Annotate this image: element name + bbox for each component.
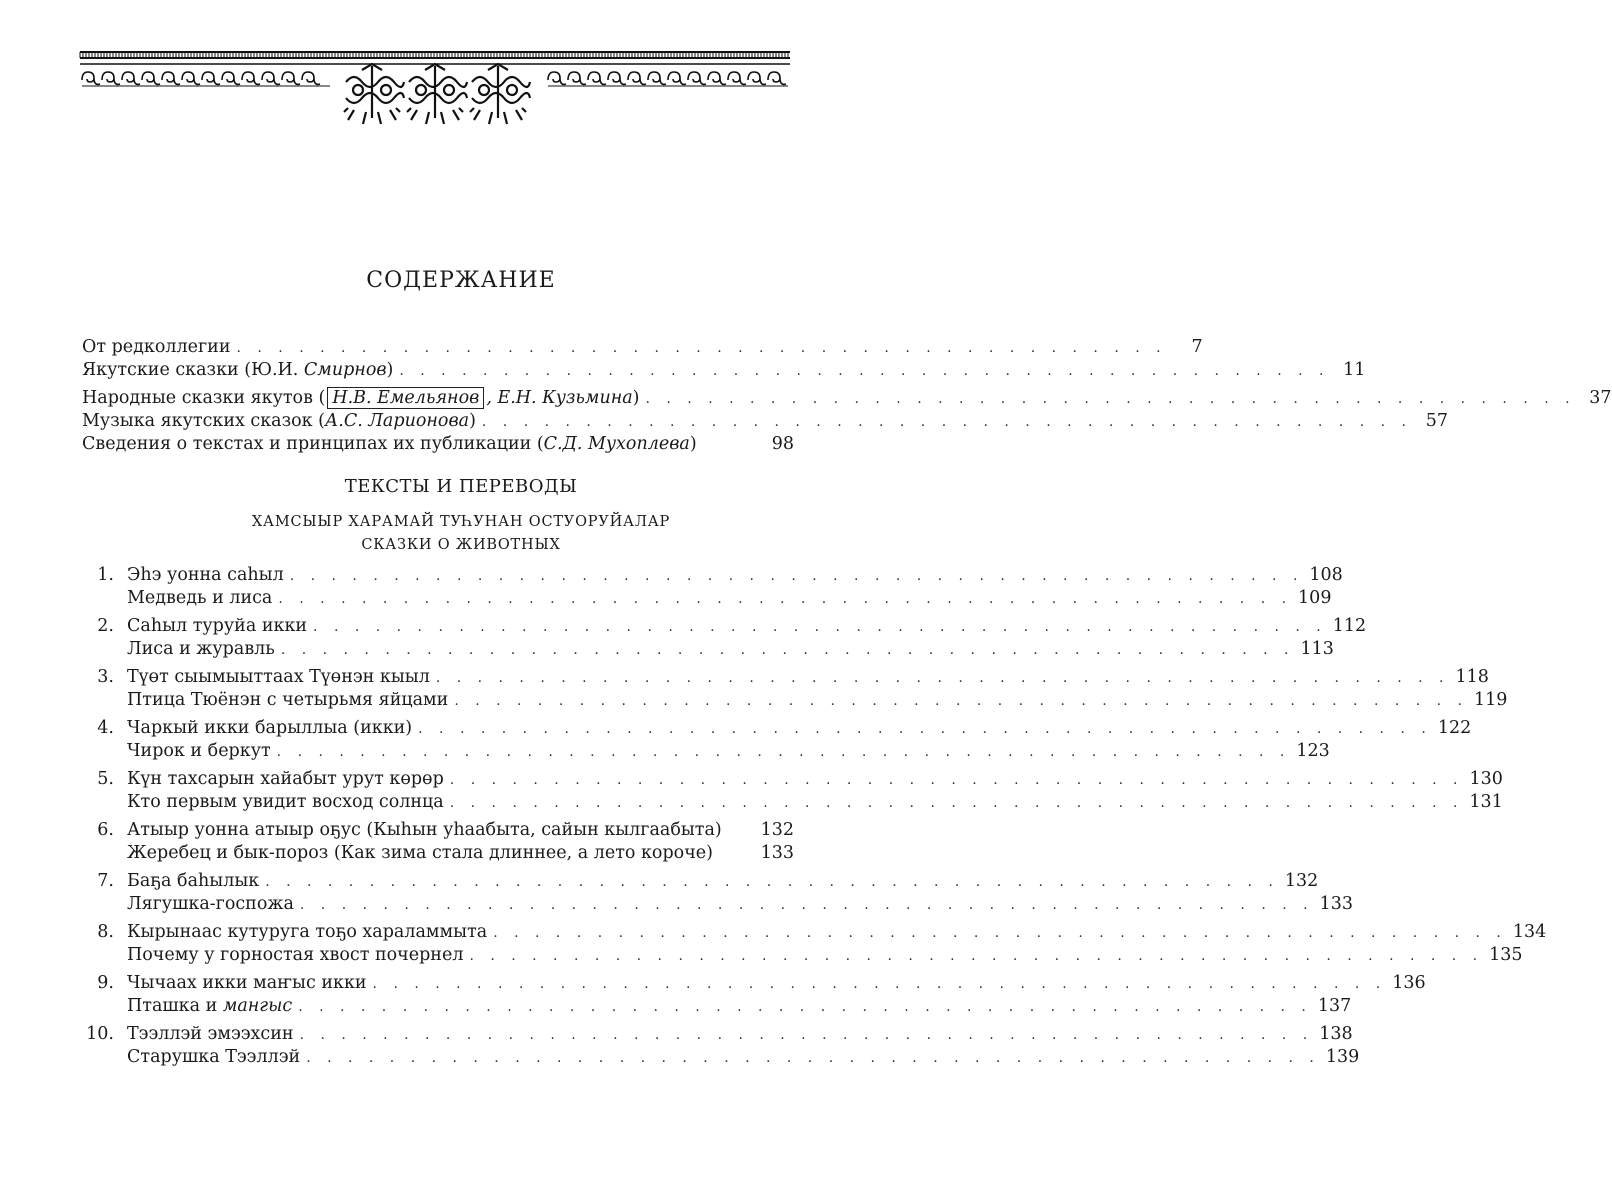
tale-list (82, 564, 1547, 1074)
tale-entry (82, 819, 794, 865)
leader-dots: . . . . . . . . . . . . . . . . . . . . . . . . . . . . . . . . . . . . . . . . . . . . . . . . . (418, 721, 1432, 737)
toc-row (82, 387, 1612, 410)
leader-dots: . . . . . . . . . . . . . . . . . . . . . . . . . . . . . . . . . . . . . . . . . . . . . . . . . (278, 591, 1293, 607)
page-number: 11 (1343, 360, 1366, 380)
entry-number: 9. (97, 973, 114, 993)
leader-dots: . . . . . . . . . . . . . . . . . . . . . . . . . . . . . . . . . . . . . . . . . . . . . . . . . (454, 693, 1468, 709)
tale-russian-row (82, 842, 794, 865)
page-number: 108 (1309, 565, 1343, 585)
tale-russian-row (82, 689, 1508, 712)
page-number: 98 (771, 434, 794, 454)
tale-yakut-row (82, 615, 1367, 638)
leader-dots: . . . . . . . . . . . . . . . . . . . . . . . . . . . . . . . . . . . . . . . . . . . . . . . . . (280, 642, 1295, 658)
yakut-title: Баҕа баһылык (127, 871, 260, 891)
page-number: 137 (1317, 996, 1352, 1016)
russian-title: Лягушка-госпожа (127, 894, 294, 914)
tale-russian-row (82, 893, 1353, 916)
page-number: 138 (1319, 1024, 1353, 1044)
tale-yakut-row (82, 768, 1503, 791)
yakut-ornament-border-icon (80, 48, 790, 130)
entry-number: 3. (97, 667, 114, 687)
leader-dots: . . . . . . . . . . . . . . . . . . . . . . . . . . . . . . . . . . . . . . . . . . . . . . . . . (313, 619, 1327, 635)
leader-dots: . . . . . . . . . . . . . . . . . . . . . . . . . . . . . . . . . . . . . . . . . . . . . . . . . (289, 568, 1304, 584)
leader-dots: . . . . . . . . . . . . . . . . . . . . . . . . . . . . . . . . . . . . . . . . . . . . . . . . . (493, 925, 1507, 941)
tale-yakut-row (82, 870, 1319, 893)
leader-dots: . . . . . . . . . . . . . . . . . . . . . . . . . . . . . . . . . . . . . . . . . . . . . (236, 340, 1167, 356)
leader-dots: . . . . . . . . . . . . . . . . . . . . . . . . . . . . . . . . . . . . . . . . . . . . . (481, 414, 1412, 430)
toc-row (82, 410, 1448, 433)
leader-dots: . . . . . . . . . . . . . . . . . . . . . . . . . . . . . . . . . . . . . . . . . . . . . (399, 363, 1330, 379)
russian-title: Чирок и беркут (127, 741, 271, 761)
entry-number: 7. (97, 871, 114, 891)
tale-russian-row (82, 1046, 1360, 1069)
leader-dots: . . . . . . . . . . . . . . . . . . . . . . . . . . . . . . . . . . . . . . . . . . . . . . . . . (372, 976, 1387, 992)
boxed-author: Н.В. Емельянов (327, 387, 484, 409)
yakut-title: Чаркый икки барыллыа (икки) (127, 718, 413, 738)
tale-russian-row (82, 638, 1334, 661)
leader-dots: . . . . . . . . . . . . . . . . . . . . . . . . . . . . . . . . . . . . . . . . . . . . . . . . . (298, 999, 1312, 1015)
toc-label: Якутские сказки (Ю.И. Смирнов) (82, 360, 394, 380)
section-title: ТЕКСТЫ И ПЕРЕВОДЫ (344, 476, 578, 497)
toc-row (82, 433, 794, 456)
tale-entry (82, 717, 1472, 763)
toc-label: Сведения о текстах и принципах их публикации (С.Д. Мухоплева) (82, 434, 697, 454)
page-number: 133 (1319, 894, 1353, 914)
page-number: 57 (1425, 411, 1448, 431)
tale-entry (82, 564, 1343, 610)
page-number: 132 (760, 820, 794, 840)
yakut-title: Кырынаас кутуруга тоҕо хараламмыта (127, 922, 488, 942)
leader-dots: . . . . . . . . . . . . . . . . . . . . . . . . . . . . . . . . . . . . . . . . . . . . . . . . . (299, 897, 1314, 913)
tale-entry (82, 768, 1503, 814)
front-matter-list (82, 336, 1612, 456)
page-number: 113 (1300, 639, 1334, 659)
russian-title: Жеребец и бык-пороз (Как зима стала длиннее, а лето короче) (127, 843, 713, 863)
page-number: 135 (1489, 945, 1523, 965)
leader-dots: . . . . . . . . . . . . . . . . . . . . . . . . . . . . . . . . . . . . . . . . . . . . . . . . . (306, 1050, 1320, 1066)
yakut-title: Атыыр уонна атыыр оҕус (Кыһын уһаабыта, сайын кылгаабыта) (127, 820, 722, 840)
page-number: 7 (1191, 337, 1203, 357)
tale-entry (82, 921, 1547, 967)
yakut-title: Чычаах икки маҥыс икки (127, 973, 367, 993)
tale-yakut-row (82, 717, 1472, 740)
page-number: 132 (1284, 871, 1319, 891)
toc-row (82, 336, 1203, 359)
yakut-title: Тээллэй эмээхсин (127, 1024, 294, 1044)
russian-title: Пташка и мангыс (127, 996, 293, 1016)
page-title: СОДЕРЖАНИЕ (366, 268, 556, 293)
tale-russian-row (82, 791, 1503, 814)
page-number: 136 (1392, 973, 1426, 993)
page-number: 130 (1469, 769, 1503, 789)
yakut-title: Саһыл туруйа икки (127, 616, 308, 636)
page-number: 37 (1589, 388, 1612, 408)
russian-title: Кто первым увидит восход солнца (127, 792, 444, 812)
tale-yakut-row (82, 1023, 1353, 1046)
leader-dots: . . . . . . . . . . . . . . . . . . . . . . . . . . . . . . . . . . . . . . . . . . . . . (645, 391, 1576, 407)
russian-title: Старушка Тээллэй (127, 1047, 301, 1067)
russian-title: Почему у горностая хвост почернел (127, 945, 464, 965)
page-number: 139 (1325, 1047, 1360, 1067)
tale-yakut-row (82, 921, 1547, 944)
russian-title: Птица Тюёнэн с четырьмя яйцами (127, 690, 449, 710)
tale-russian-row (82, 944, 1523, 967)
yakut-title: Түөт сыымыыттаах Түөнэн кыыл (127, 667, 430, 687)
page-number: 109 (1298, 588, 1332, 608)
page-number: 123 (1296, 741, 1330, 761)
toc-row (82, 359, 1366, 382)
subsection-title-russian: СКАЗКИ О ЖИВОТНЫХ (361, 537, 561, 553)
yakut-title: Эһэ уонна саһыл (127, 565, 284, 585)
tale-russian-row (82, 995, 1352, 1018)
page-number: 122 (1437, 718, 1472, 738)
tale-yakut-row (82, 666, 1489, 689)
entry-number: 4. (97, 718, 114, 738)
entry-number: 5. (97, 769, 114, 789)
leader-dots: . . . . . . . . . . . . . . . . . . . . . . . . . . . . . . . . . . . . . . . . . . . . . . . . . (449, 795, 1464, 811)
russian-title: Лиса и журавль (127, 639, 275, 659)
tale-entry (82, 1023, 1360, 1069)
page-number: 119 (1474, 690, 1508, 710)
entry-number: 6. (97, 820, 114, 840)
tale-yakut-row (82, 972, 1426, 995)
subsection-title-yakut: ХАМСЫЫР ХАРАМАЙ ТУҺУНАН ОСТУОРУЙАЛАР (251, 514, 671, 530)
tale-russian-row (82, 740, 1330, 763)
tale-yakut-row (82, 564, 1343, 587)
page-number: 131 (1469, 792, 1503, 812)
entry-number: 2. (97, 616, 114, 636)
entry-number: 8. (97, 922, 114, 942)
tale-entry (82, 666, 1508, 712)
tale-entry (82, 615, 1367, 661)
tale-entry (82, 870, 1353, 916)
tale-yakut-row (82, 819, 794, 842)
leader-dots: . . . . . . . . . . . . . . . . . . . . . . . . . . . . . . . . . . . . . . . . . . . . . . . . . (449, 772, 1464, 788)
leader-dots: . . . . . . . . . . . . . . . . . . . . . . . . . . . . . . . . . . . . . . . . . . . . . . . . . (469, 948, 1484, 964)
leader-dots: . . . . . . . . . . . . . . . . . . . . . . . . . . . . . . . . . . . . . . . . . . . . . . . . . (435, 670, 1450, 686)
toc-label: От редколлегии (82, 337, 231, 357)
toc-label: Музыка якутских сказок (А.С. Ларионова) (82, 411, 476, 431)
page-number: 133 (760, 843, 794, 863)
leader-dots: . . . . . . . . . . . . . . . . . . . . . . . . . . . . . . . . . . . . . . . . . . . . . . . . . (265, 874, 1279, 890)
leader-dots: . . . . . . . . . . . . . . . . . . . . . . . . . . . . . . . . . . . . . . . . . . . . . . . . . (276, 744, 1291, 760)
yakut-title: Күн тахсарын хайабыт урут көрөр (127, 769, 444, 789)
leader-dots: . . . . . . . . . . . . . . . . . . . . . . . . . . . . . . . . . . . . . . . . . . . . . . . . . (299, 1027, 1314, 1043)
page-number: 134 (1512, 922, 1547, 942)
entry-number: 10. (86, 1024, 114, 1044)
toc-label: Народные сказки якутов ( Н.В. Емельянов , Е.Н. Кузьмина) (82, 388, 640, 408)
tale-entry (82, 972, 1426, 1018)
entry-number: 1. (97, 565, 114, 585)
page-number: 118 (1455, 667, 1489, 687)
page-number: 112 (1332, 616, 1367, 636)
russian-title: Медведь и лиса (127, 588, 273, 608)
tale-russian-row (82, 587, 1332, 610)
